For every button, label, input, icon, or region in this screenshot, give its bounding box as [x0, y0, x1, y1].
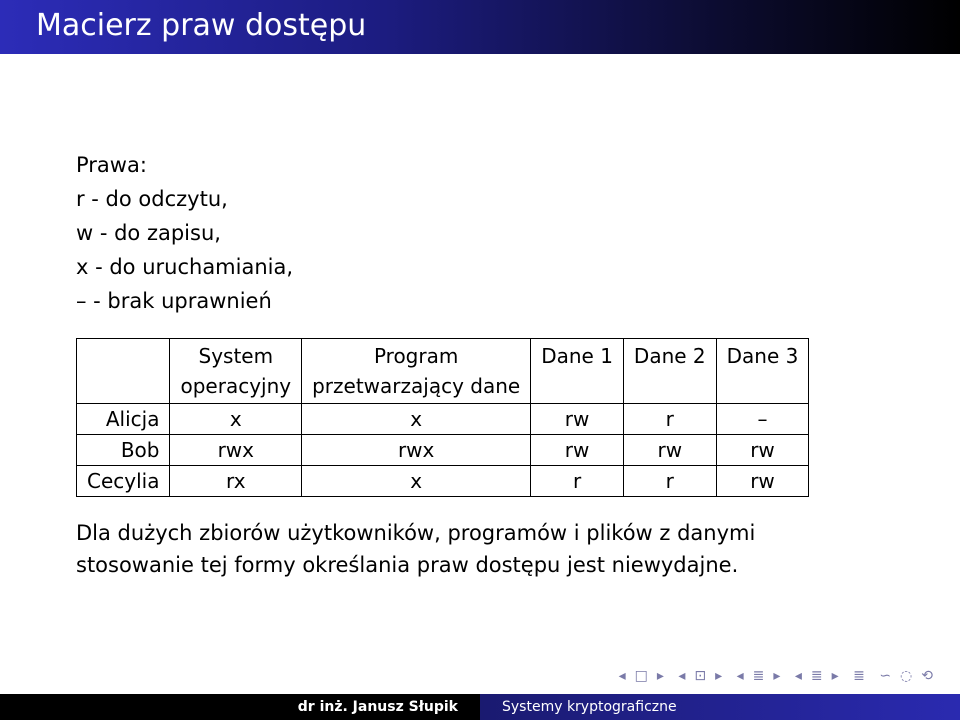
rights-item: – - brak uprawnień	[76, 289, 272, 313]
table-cell: x	[170, 404, 302, 435]
table-cell: rw	[531, 435, 624, 466]
access-matrix-table	[76, 338, 809, 497]
table-cell: rw	[623, 435, 716, 466]
subsection-icon[interactable]: ⊡	[694, 668, 708, 684]
table-cell: –	[716, 404, 809, 435]
row-label: Bob	[77, 435, 170, 466]
rights-legend	[76, 148, 293, 318]
table-row	[77, 435, 809, 466]
slide-footer	[0, 694, 960, 720]
rights-item: x - do uruchamiania,	[76, 255, 294, 279]
rights-heading: Prawa:	[76, 153, 147, 177]
table-cell: r	[623, 404, 716, 435]
conclusion-note	[76, 517, 755, 581]
column-header: System operacyjny	[170, 339, 302, 404]
column-header: Dane 1	[531, 339, 624, 404]
table-cell: x	[302, 404, 531, 435]
back-icon[interactable]: ∽	[879, 668, 893, 684]
section-icon[interactable]: ≣	[752, 668, 766, 684]
nav-prev-icon[interactable]: ◂	[736, 668, 745, 684]
nav-next-icon[interactable]: ▸	[831, 668, 840, 684]
document-icon[interactable]: ≣	[810, 668, 824, 684]
nav-next-icon[interactable]: ▸	[656, 668, 665, 684]
table-cell: rx	[170, 466, 302, 497]
nav-next-icon[interactable]: ▸	[773, 668, 782, 684]
table-cell: x	[302, 466, 531, 497]
row-label: Cecylia	[77, 466, 170, 497]
slide-title: Macierz praw dostępu	[36, 8, 367, 43]
forward-icon[interactable]: ⟲	[921, 668, 934, 684]
table-cell: rw	[716, 435, 809, 466]
table-cell: r	[531, 466, 624, 497]
table-cell: rwx	[170, 435, 302, 466]
table-row	[77, 466, 809, 497]
column-header: Dane 2	[623, 339, 716, 404]
note-line: Dla dużych zbiorów użytkowników, programów i plików z danymi	[76, 521, 756, 545]
nav-next-icon[interactable]: ▸	[715, 668, 724, 684]
nav-prev-icon[interactable]: ◂	[678, 668, 687, 684]
rights-item: w - do zapisu,	[76, 221, 221, 245]
frame-icon[interactable]: □	[634, 668, 649, 684]
table-header-row	[77, 339, 809, 404]
table-cell: rw	[531, 404, 624, 435]
table-cell: r	[623, 466, 716, 497]
footer-author: dr inż. Janusz Słupik	[0, 694, 480, 720]
table-cell: rw	[716, 466, 809, 497]
row-label: Alicja	[77, 404, 170, 435]
column-header: Program przetwarzający dane	[302, 339, 531, 404]
search-icon[interactable]: ◌	[900, 668, 914, 684]
corner-cell	[77, 339, 170, 404]
outline-icon[interactable]: ≣	[853, 668, 866, 684]
slide-header	[0, 0, 960, 54]
table-row	[77, 404, 809, 435]
nav-prev-icon[interactable]: ◂	[794, 668, 803, 684]
rights-item: r - do odczytu,	[76, 187, 228, 211]
beamer-navigation-bar[interactable]	[615, 668, 938, 684]
table-cell: rwx	[302, 435, 531, 466]
note-line: stosowanie tej formy określania praw dostępu jest niewydajne.	[76, 553, 739, 577]
nav-prev-icon[interactable]: ◂	[618, 668, 627, 684]
footer-course: Systemy kryptograficzne	[480, 694, 960, 720]
column-header: Dane 3	[716, 339, 809, 404]
